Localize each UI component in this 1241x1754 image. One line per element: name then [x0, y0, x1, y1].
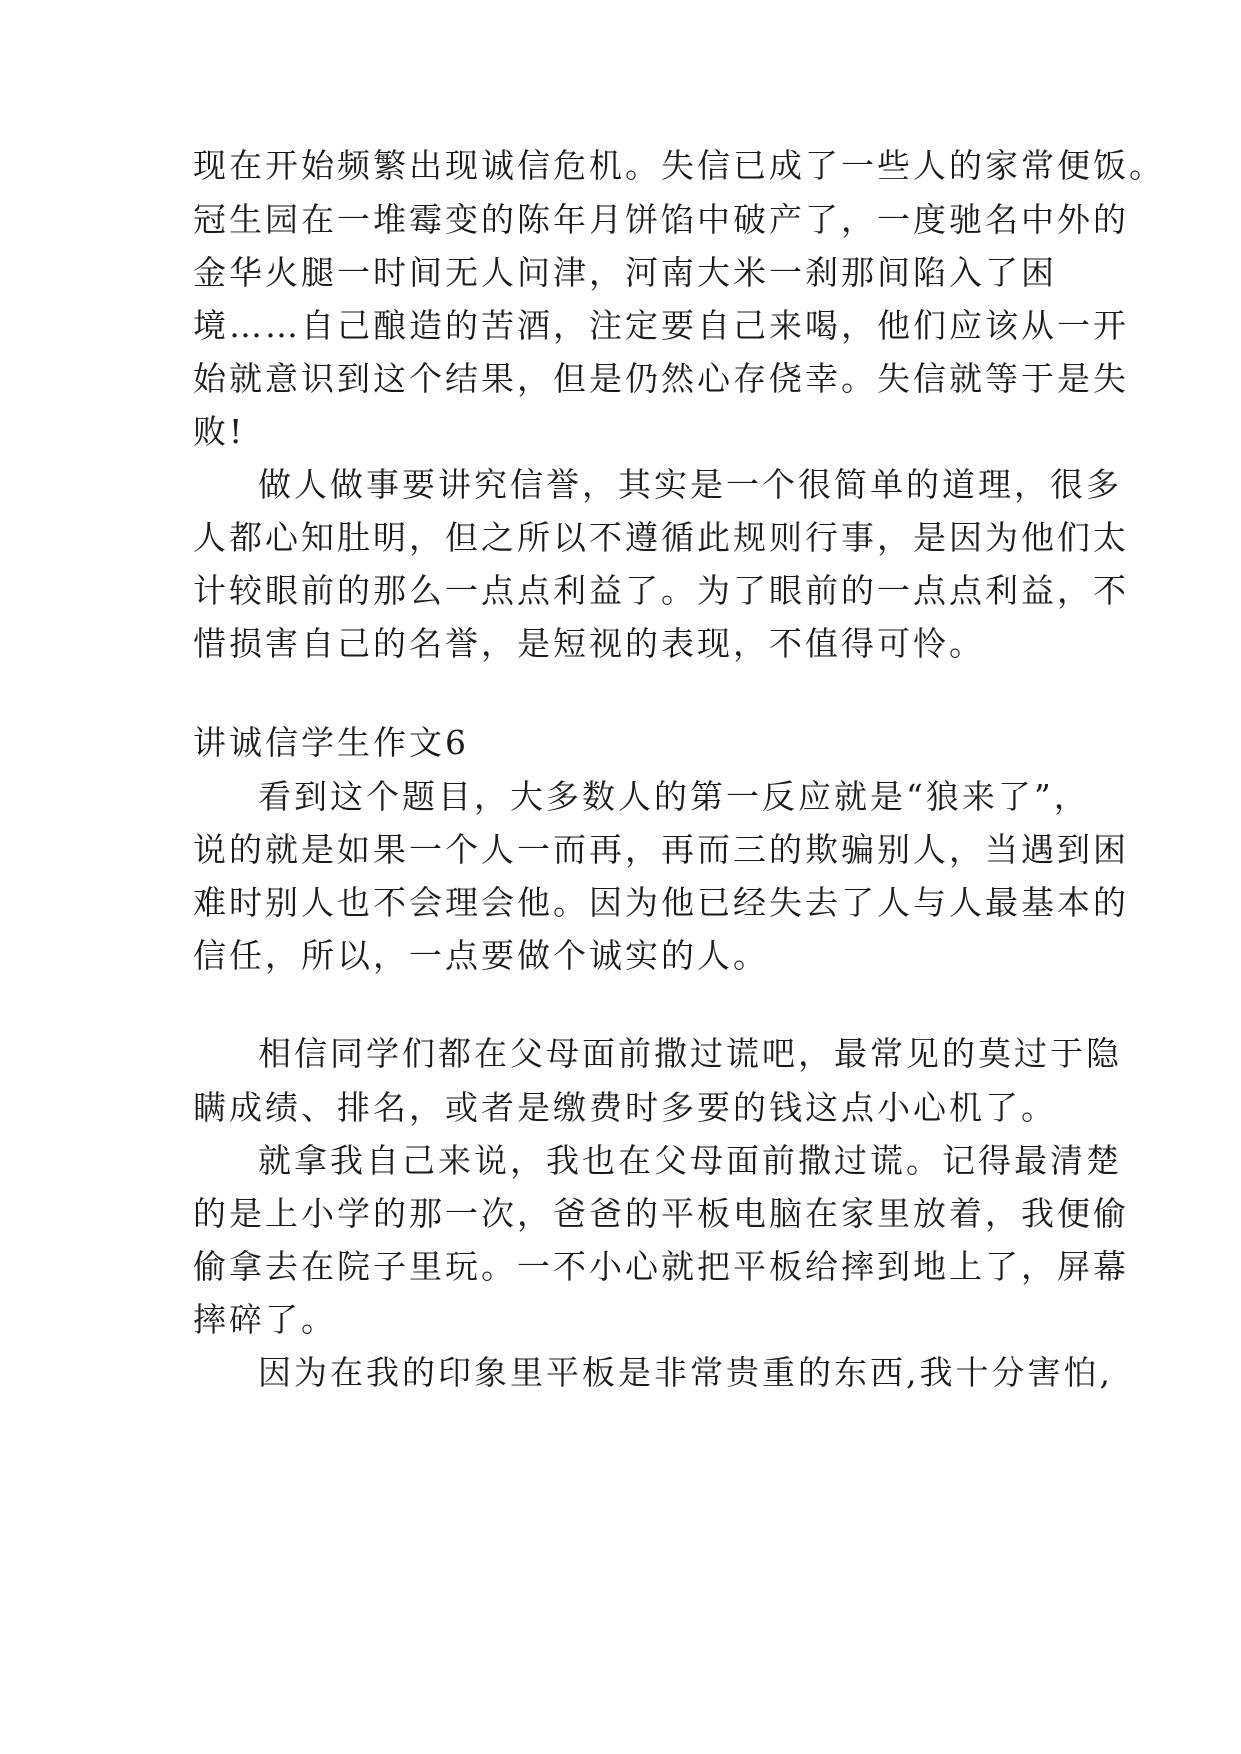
- para2-line-4: 惜损害自己的名誉，是短视的表现，不值得可怜。: [193, 624, 985, 663]
- para4-line-2: 瞒成绩、排名，或者是缴费时多要的钱这点小心机了。: [193, 1088, 1057, 1127]
- para1-line-1: 现在开始频繁出现诚信危机。失信已成了一些人的家常便饭。: [193, 146, 1165, 185]
- para3-line-3: 难时别人也不会理会他。因为他已经失去了人与人最基本的: [193, 883, 1129, 922]
- section-heading: 讲诚信学生作文6: [193, 723, 469, 762]
- para2-line-3: 计较眼前的那么一点点利益了。为了眼前的一点点利益，不: [193, 571, 1129, 610]
- para1-line-3: 金华火腿一时间无人问津，河南大米一刹那间陷入了困: [193, 253, 1057, 292]
- para1-line-4: 境……自己酿造的苦酒，注定要自己来喝，他们应该从一开: [193, 306, 1129, 345]
- para5-line-3: 偷拿去在院子里玩。一不小心就把平板给摔到地上了，屏幕: [193, 1247, 1129, 1286]
- para3-line-1: 看到这个题目，大多数人的第一反应就是“狼来了”，: [258, 777, 1090, 816]
- para5-line-2: 的是上小学的那一次，爸爸的平板电脑在家里放着，我便偷: [193, 1194, 1129, 1233]
- para3-line-2: 说的就是如果一个人一而再，再而三的欺骗别人，当遇到困: [193, 830, 1129, 869]
- para5-line-4: 摔碎了。: [193, 1300, 337, 1339]
- para1-line-6: 败!: [193, 412, 246, 451]
- para2-line-1: 做人做事要讲究信誉，其实是一个很简单的道理，很多: [258, 465, 1122, 504]
- para4-line-1: 相信同学们都在父母面前撒过谎吧，最常见的莫过于隐: [258, 1034, 1122, 1073]
- para1-line-2: 冠生园在一堆霉变的陈年月饼馅中破产了，一度驰名中外的: [193, 200, 1129, 239]
- para2-line-2: 人都心知肚明，但之所以不遵循此规则行事，是因为他们太: [193, 518, 1129, 557]
- para6-line-1: 因为在我的印象里平板是非常贵重的东西,我十分害怕,: [258, 1353, 1113, 1392]
- para1-line-5: 始就意识到这个结果，但是仍然心存侥幸。失信就等于是失: [193, 359, 1129, 398]
- para5-line-1: 就拿我自己来说，我也在父母面前撒过谎。记得最清楚: [258, 1141, 1122, 1180]
- para3-line-4: 信任，所以，一点要做个诚实的人。: [193, 936, 769, 975]
